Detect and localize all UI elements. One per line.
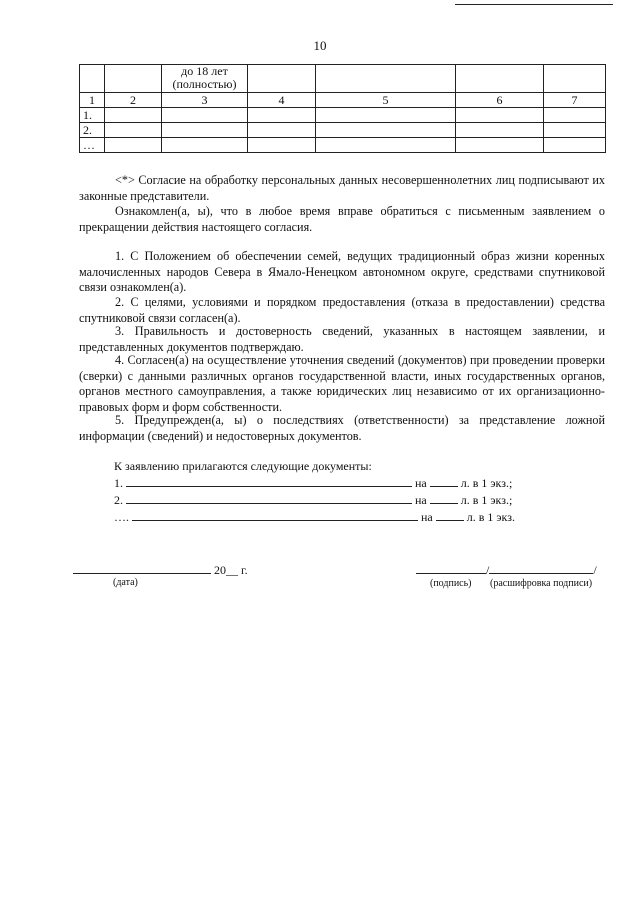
table-cell xyxy=(456,65,544,93)
signature-caption: (подпись) xyxy=(430,578,472,589)
table-header-row xyxy=(80,65,606,93)
table-cell xyxy=(316,138,456,153)
date-line xyxy=(73,563,211,574)
table-cell xyxy=(316,123,456,138)
attachment-on: на xyxy=(415,493,427,507)
table-cell xyxy=(162,123,248,138)
row-label: … xyxy=(80,138,105,153)
attachments-heading: К заявлению прилагаются следующие документы: xyxy=(114,459,372,473)
item-3: 3. Правильность и достоверность сведений, указанных в настоящем заявлении, и представленных документов подтверждаю. xyxy=(79,324,605,354)
table-row xyxy=(80,123,606,138)
attachment-on: на xyxy=(415,476,427,490)
table-cell xyxy=(544,123,606,138)
column-number: 7 xyxy=(544,93,606,108)
date-caption: (дата) xyxy=(113,577,138,588)
attachment-row xyxy=(114,492,515,509)
table-cell xyxy=(105,138,162,153)
table-cell xyxy=(248,108,316,123)
table-cell xyxy=(105,123,162,138)
attachment-row xyxy=(114,509,515,526)
decoding-caption: (расшифровка подписи) xyxy=(490,578,593,589)
item-1: 1. С Положением об обеспечении семей, ведущих традиционный образ жизни коренных малочисленных народов Севера в Ямало-Ненецком автономном округе, средствами спутниковой связи ознакомлен(а). xyxy=(79,249,605,294)
column-number: 1 xyxy=(80,93,105,108)
attachment-suffix: л. в 1 экз. xyxy=(466,510,515,524)
family-members-table xyxy=(79,64,606,153)
attachment-suffix: л. в 1 экз.; xyxy=(460,493,513,507)
signature-line xyxy=(416,563,486,574)
item-2: 2. С целями, условиями и порядком предоставления (отказа в предоставлении) средства спутниковой связи согласен(а). xyxy=(79,295,605,325)
table-cell xyxy=(544,65,606,93)
table-cell xyxy=(316,108,456,123)
attachments-block xyxy=(114,458,515,526)
column-number: 3 xyxy=(162,93,248,108)
column-number: 6 xyxy=(456,93,544,108)
date-field xyxy=(73,563,248,578)
attachment-number: 1. xyxy=(114,476,123,490)
table-cell xyxy=(248,65,316,93)
table-cell xyxy=(162,138,248,153)
table-row xyxy=(80,108,606,123)
table-cell xyxy=(316,65,456,93)
table-cell xyxy=(456,138,544,153)
page-number: 10 xyxy=(313,38,327,53)
item-5: 5. Предупрежден(а, ы) о последствиях (ответственности) за представление ложной информации (сведений) и недостоверных документов. xyxy=(79,413,605,443)
table-column-numbers-row xyxy=(80,93,606,108)
attachment-number: 2. xyxy=(114,493,123,507)
column-number: 5 xyxy=(316,93,456,108)
table-cell xyxy=(105,65,162,93)
consent-note: <*> Согласие на обработку персональных данных несовершеннолетних лиц подписывают их законные представители. xyxy=(79,173,605,203)
row-label: 1. xyxy=(80,108,105,123)
year-text: 20__ г. xyxy=(214,563,248,577)
slash: / xyxy=(486,563,490,577)
attachment-sheets-line xyxy=(430,493,458,504)
table-cell xyxy=(105,108,162,123)
table-cell xyxy=(456,123,544,138)
column-number: 2 xyxy=(105,93,162,108)
table-cell xyxy=(248,138,316,153)
table-cell xyxy=(456,108,544,123)
table-cell xyxy=(80,65,105,93)
table-cell xyxy=(544,108,606,123)
header-line: до 18 лет xyxy=(181,64,228,78)
header-line: (полностью) xyxy=(172,77,237,91)
attachment-sheets-line xyxy=(436,510,464,521)
top-rule xyxy=(455,4,613,5)
attachment-number: …. xyxy=(114,510,129,524)
attachment-sheets-line xyxy=(430,476,458,487)
table-header-cell xyxy=(162,65,248,93)
table-cell xyxy=(248,123,316,138)
slash: / xyxy=(593,563,597,577)
attachment-on: на xyxy=(421,510,433,524)
attachment-suffix: л. в 1 экз.; xyxy=(460,476,513,490)
attachment-row xyxy=(114,475,515,492)
column-number: 4 xyxy=(248,93,316,108)
item-4: 4. Согласен(а) на осуществление уточнения сведений (документов) при проведении проверки (сверки) с данными различных органов государственной власти, иных государственных органов, органов местного самоуправления, а также юридических лиц независимо от их организационно-правовых форм и форм собственности. xyxy=(79,353,605,414)
decoding-line xyxy=(489,563,593,574)
acquainted-paragraph: Ознакомлен(а, ы), что в любое время вправе обратиться с письменным заявлением о прекращении действия настоящего согласия. xyxy=(79,204,605,234)
attachment-name-line xyxy=(126,493,412,504)
row-label: 2. xyxy=(80,123,105,138)
table-cell xyxy=(544,138,606,153)
attachment-name-line xyxy=(132,510,418,521)
signature-field xyxy=(416,563,597,578)
attachment-name-line xyxy=(126,476,412,487)
table-row xyxy=(80,138,606,153)
table-cell xyxy=(162,108,248,123)
